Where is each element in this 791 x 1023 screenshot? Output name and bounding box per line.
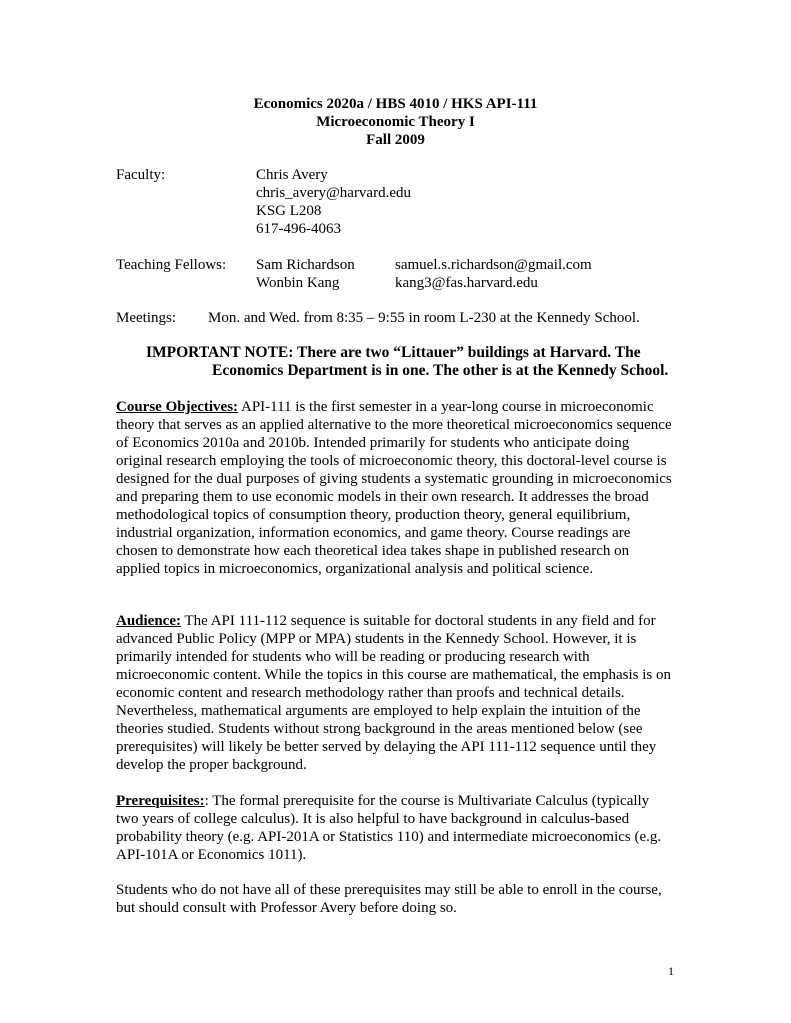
audience-heading: Audience: bbox=[116, 613, 181, 629]
important-note-line1: IMPORTANT NOTE: There are two “Littauer” buildings at Harvard. The bbox=[146, 344, 641, 361]
page-number: 1 bbox=[668, 964, 674, 978]
meetings-text: Mon. and Wed. from 8:35 – 9:55 in room L-230 at the Kennedy School. bbox=[208, 310, 640, 326]
audience-section bbox=[116, 612, 672, 774]
prerequisites-section bbox=[116, 792, 672, 864]
faculty-email: chris_avery@harvard.edu bbox=[256, 185, 411, 201]
audience-text: The API 111-112 sequence is suitable for doctoral students in any field and for advanced Public Policy (MPP or MPA) students in the Kennedy School. However, it is primarily intended for students who will be reading or producing research with microeconomic content. While the topics in this course are mathematical, the emphasis is on economic content and research methodology rather than proofs and technical details. Nevertheless, mathematical arguments are employed to help explain the intuition of the theories studied. Students without strong background in the areas mentioned below (see prerequisites) will likely be better served by delaying the API 111-112 sequence until they develop the proper background. bbox=[116, 613, 671, 773]
closing-paragraph: Students who do not have all of these prerequisites may still be able to enroll in the course, but should consult with Professor Avery before doing so. bbox=[116, 882, 662, 916]
meetings-label: Meetings: bbox=[116, 310, 176, 326]
faculty-office: KSG L208 bbox=[256, 203, 322, 219]
teaching-fellows-label: Teaching Fellows: bbox=[116, 257, 227, 273]
course-objectives-section bbox=[116, 398, 672, 578]
fellow-name: Wonbin Kang bbox=[256, 275, 340, 291]
course-term: Fall 2009 bbox=[366, 132, 425, 148]
important-note-line2: Economics Department is in one. The other is at the Kennedy School. bbox=[212, 362, 669, 379]
faculty-phone: 617-496-4063 bbox=[256, 221, 341, 237]
prerequisites-text: : The formal prerequisite for the course is Multivariate Calculus (typically two years of college calculus). It is also helpful to have background in calculus-based probability theory (e.g. API-201A or Statistics 110) and intermediate microeconomics (e.g. API-101A or Economics 1011). bbox=[116, 793, 662, 863]
fellow-email: kang3@fas.harvard.edu bbox=[395, 275, 538, 291]
prerequisites-heading: Prerequisites: bbox=[116, 793, 205, 809]
faculty-name: Chris Avery bbox=[256, 167, 328, 183]
fellow-email: samuel.s.richardson@gmail.com bbox=[395, 257, 592, 273]
course-objectives-text: API-111 is the first semester in a year-long course in microeconomic theory that serves as an applied alternative to the more theoretical microeconomics sequence of Economics 2010a and 2010b. Intended primarily for students who anticipate doing original research employing the tools of microeconomic theory, this doctoral-level course is designed for the dual purposes of giving students a systematic grounding in microeconomics and preparing them to use economic models in their own research. It addresses the broad methodological topics of consumption theory, production theory, general equilibrium, industrial organization, information economics, and game theory. Course readings are chosen to demonstrate how each theoretical idea takes shape in published research on applied topics in microeconomics, organizational analysis and political science. bbox=[116, 399, 672, 577]
fellow-name: Sam Richardson bbox=[256, 257, 355, 273]
course-title: Economics 2020a / HBS 4010 / HKS API-111 bbox=[253, 96, 538, 112]
faculty-label: Faculty: bbox=[116, 167, 166, 183]
course-objectives-heading: Course Objectives: bbox=[116, 399, 239, 415]
course-subtitle: Microeconomic Theory I bbox=[316, 114, 475, 130]
